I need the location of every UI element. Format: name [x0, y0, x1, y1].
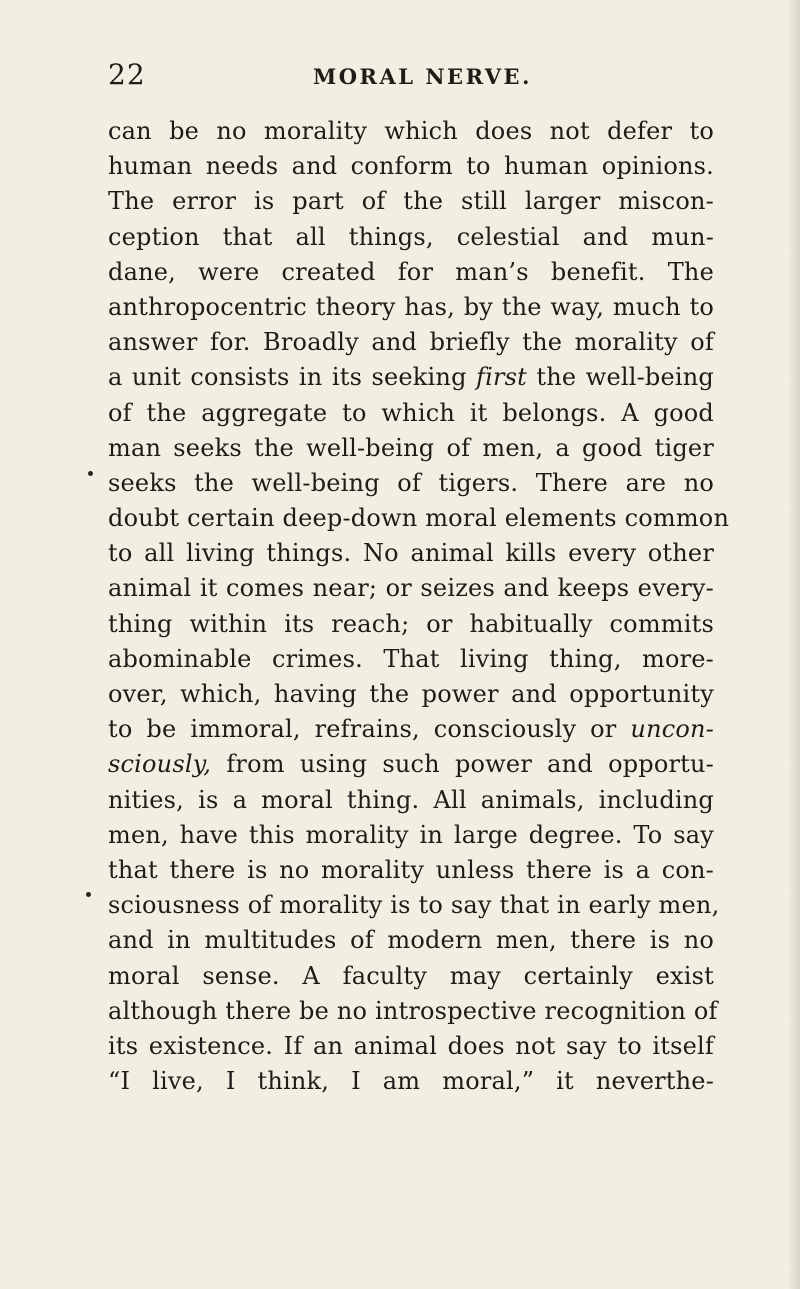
text-line: [108, 818, 714, 853]
text-run: man seeks the well-being of men, a good tiger: [108, 433, 714, 462]
text-run: nities, is a moral thing. All animals, including: [108, 785, 714, 814]
text-line: [108, 290, 714, 325]
text-run: thing within its reach; or habitually commits: [108, 609, 714, 638]
text-run: anthropocentric theory has, by the way, much to: [108, 292, 714, 321]
text-line: [108, 220, 714, 255]
text-line: [108, 607, 714, 642]
text-line: [108, 1064, 714, 1099]
text-line: [108, 501, 730, 536]
text-run: abominable crimes. That living thing, more-: [108, 644, 714, 673]
text-run: of the aggregate to which it belongs. A good: [108, 398, 714, 427]
text-line: [108, 677, 714, 712]
text-run: and in multitudes of modern men, there is no: [108, 926, 714, 955]
italic-text: first: [476, 363, 528, 392]
text-run: can be no morality which does not defer to: [108, 117, 714, 145]
text-line: [108, 536, 714, 571]
text-line: [108, 114, 714, 149]
text-run: a unit consists in its seeking: [108, 363, 477, 392]
text-line: [108, 642, 714, 677]
text-run: men, have this morality in large degree. To say: [108, 820, 714, 849]
text-run: seeks the well-being of tigers. There are no: [108, 468, 714, 497]
page-number: 22: [108, 58, 146, 91]
text-run: sciousness of morality is to say that in early men,: [108, 891, 720, 920]
text-line: [108, 184, 714, 219]
page-header: [108, 58, 708, 92]
text-line: [108, 923, 714, 958]
text-line: [108, 959, 714, 994]
text-line: [108, 360, 714, 395]
italic-text: uncon-: [630, 715, 714, 744]
text-run: over, which, having the power and opportunity: [108, 680, 714, 708]
text-run: dane, were created for man’s benefit. The: [108, 257, 714, 286]
margin-speck: [88, 471, 93, 476]
text-line: [108, 783, 714, 818]
italic-text: sciously,: [108, 750, 212, 779]
text-line: [108, 994, 718, 1029]
text-run: the well-being: [527, 363, 714, 392]
text-run: human needs and conform to human opinions.: [108, 152, 714, 181]
text-run: although there be no introspective recognition of: [108, 996, 718, 1025]
text-line: [108, 325, 714, 360]
text-line: [108, 712, 714, 747]
text-run: moral sense. A faculty may certainly exist: [108, 961, 714, 990]
text-line: [108, 571, 714, 606]
text-line: [108, 466, 714, 501]
text-run: to be immoral, refrains, consciously or: [108, 715, 631, 744]
text-line: [108, 853, 714, 888]
text-run: animal it comes near; or seizes and keeps every-: [108, 574, 714, 603]
text-run: from using such power and opportu-: [211, 750, 714, 779]
body-text: [108, 114, 730, 1099]
running-title: MORAL NERVE.: [313, 64, 532, 89]
text-run: “I live, I think, I am moral,” it neverthe-: [108, 1067, 714, 1096]
text-run: The error is part of the still larger miscon-: [108, 187, 714, 216]
text-line: [108, 431, 714, 466]
text-run: that there is no morality unless there is a con-: [108, 855, 714, 884]
text-run: its existence. If an animal does not say to itself: [108, 1031, 714, 1060]
text-line: [108, 396, 714, 431]
text-line: [108, 149, 714, 184]
text-line: [108, 747, 714, 782]
text-line: [108, 255, 714, 290]
text-line: [108, 1029, 714, 1064]
text-line: [108, 888, 720, 923]
page-edge-shadow: [788, 0, 800, 1289]
text-run: answer for. Broadly and briefly the morality of: [108, 328, 714, 357]
text-run: to all living things. No animal kills every other: [108, 539, 714, 568]
margin-speck: [86, 892, 91, 897]
text-run: doubt certain deep-down moral elements common: [108, 504, 730, 533]
text-run: ception that all things, celestial and mun-: [108, 222, 714, 251]
